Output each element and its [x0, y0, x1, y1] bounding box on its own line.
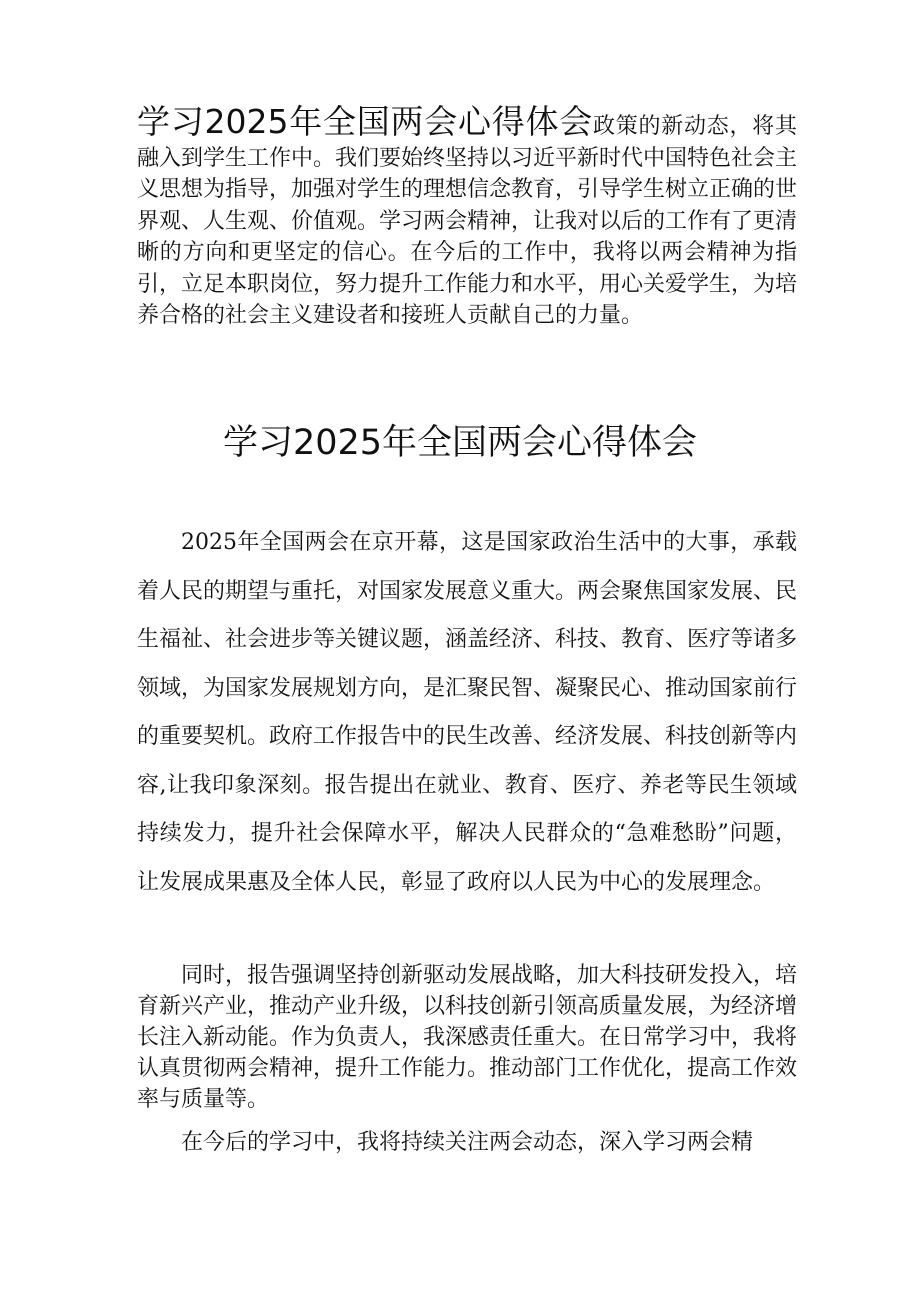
article-paragraph-3: 在今后的学习中，我将持续关注两会动态，深入学习两会精	[181, 1130, 754, 1155]
article-title: 学习2025年全国两会心得体会	[222, 423, 698, 463]
continuation-text: 政策的新动态，将其融入到学生工作中。我们要始终坚持以习近平新时代中国特色社会主义思想为指导，加强对学生的理想信念教育，引导学生树立正确的世界观、人生观、价值观。学习两会精神，让我对以后的工作有了更清晰的方向和更坚定的信心。在今后的工作中，我将以两会精神为指引，立足本职岗位，努力提升工作能力和水平，用心关爱学生，为培养合格的社会主义建设者和接班人贡献自己的力量。	[137, 114, 798, 328]
article-paragraph-1: 2025年全国两会在京开幕，这是国家政治生活中的大事，承载着人民的期望与重托，对国家发展意义重大。两会聚焦国家发展、民生福祉、社会进步等关键议题，涵盖经济、科技、教育、医疗等诸多领域，为国家发展规划方向，是汇聚民智、凝聚民心、推动国家前行的重要契机。政府工作报告中的民生改善、经济发展、科技创新等内容,让我印象深刻。报告提出在就业、教育、医疗、养老等民生领域持续发力，提升社会保障水平，解决人民群众的“急难愁盼”问题，让发展成果惠及全体人民，彰显了政府以人民为中心的发展理念。	[137, 530, 798, 895]
article-paragraph-2: 同时，报告强调坚持创新驱动发展战略，加大科技研发投入，培育新兴产业，推动产业升级，以科技创新引领高质量发展，为经济增长注入新动能。作为负责人，我深感责任重大。在日常学习中，我将认真贯彻两会精神，提升工作能力。推动部门工作优化，提高工作效率与质量等。	[137, 963, 798, 1112]
continuation-title-fragment: 学习2025年全国两会心得体会	[137, 102, 593, 141]
continuation-block	[137, 104, 797, 332]
